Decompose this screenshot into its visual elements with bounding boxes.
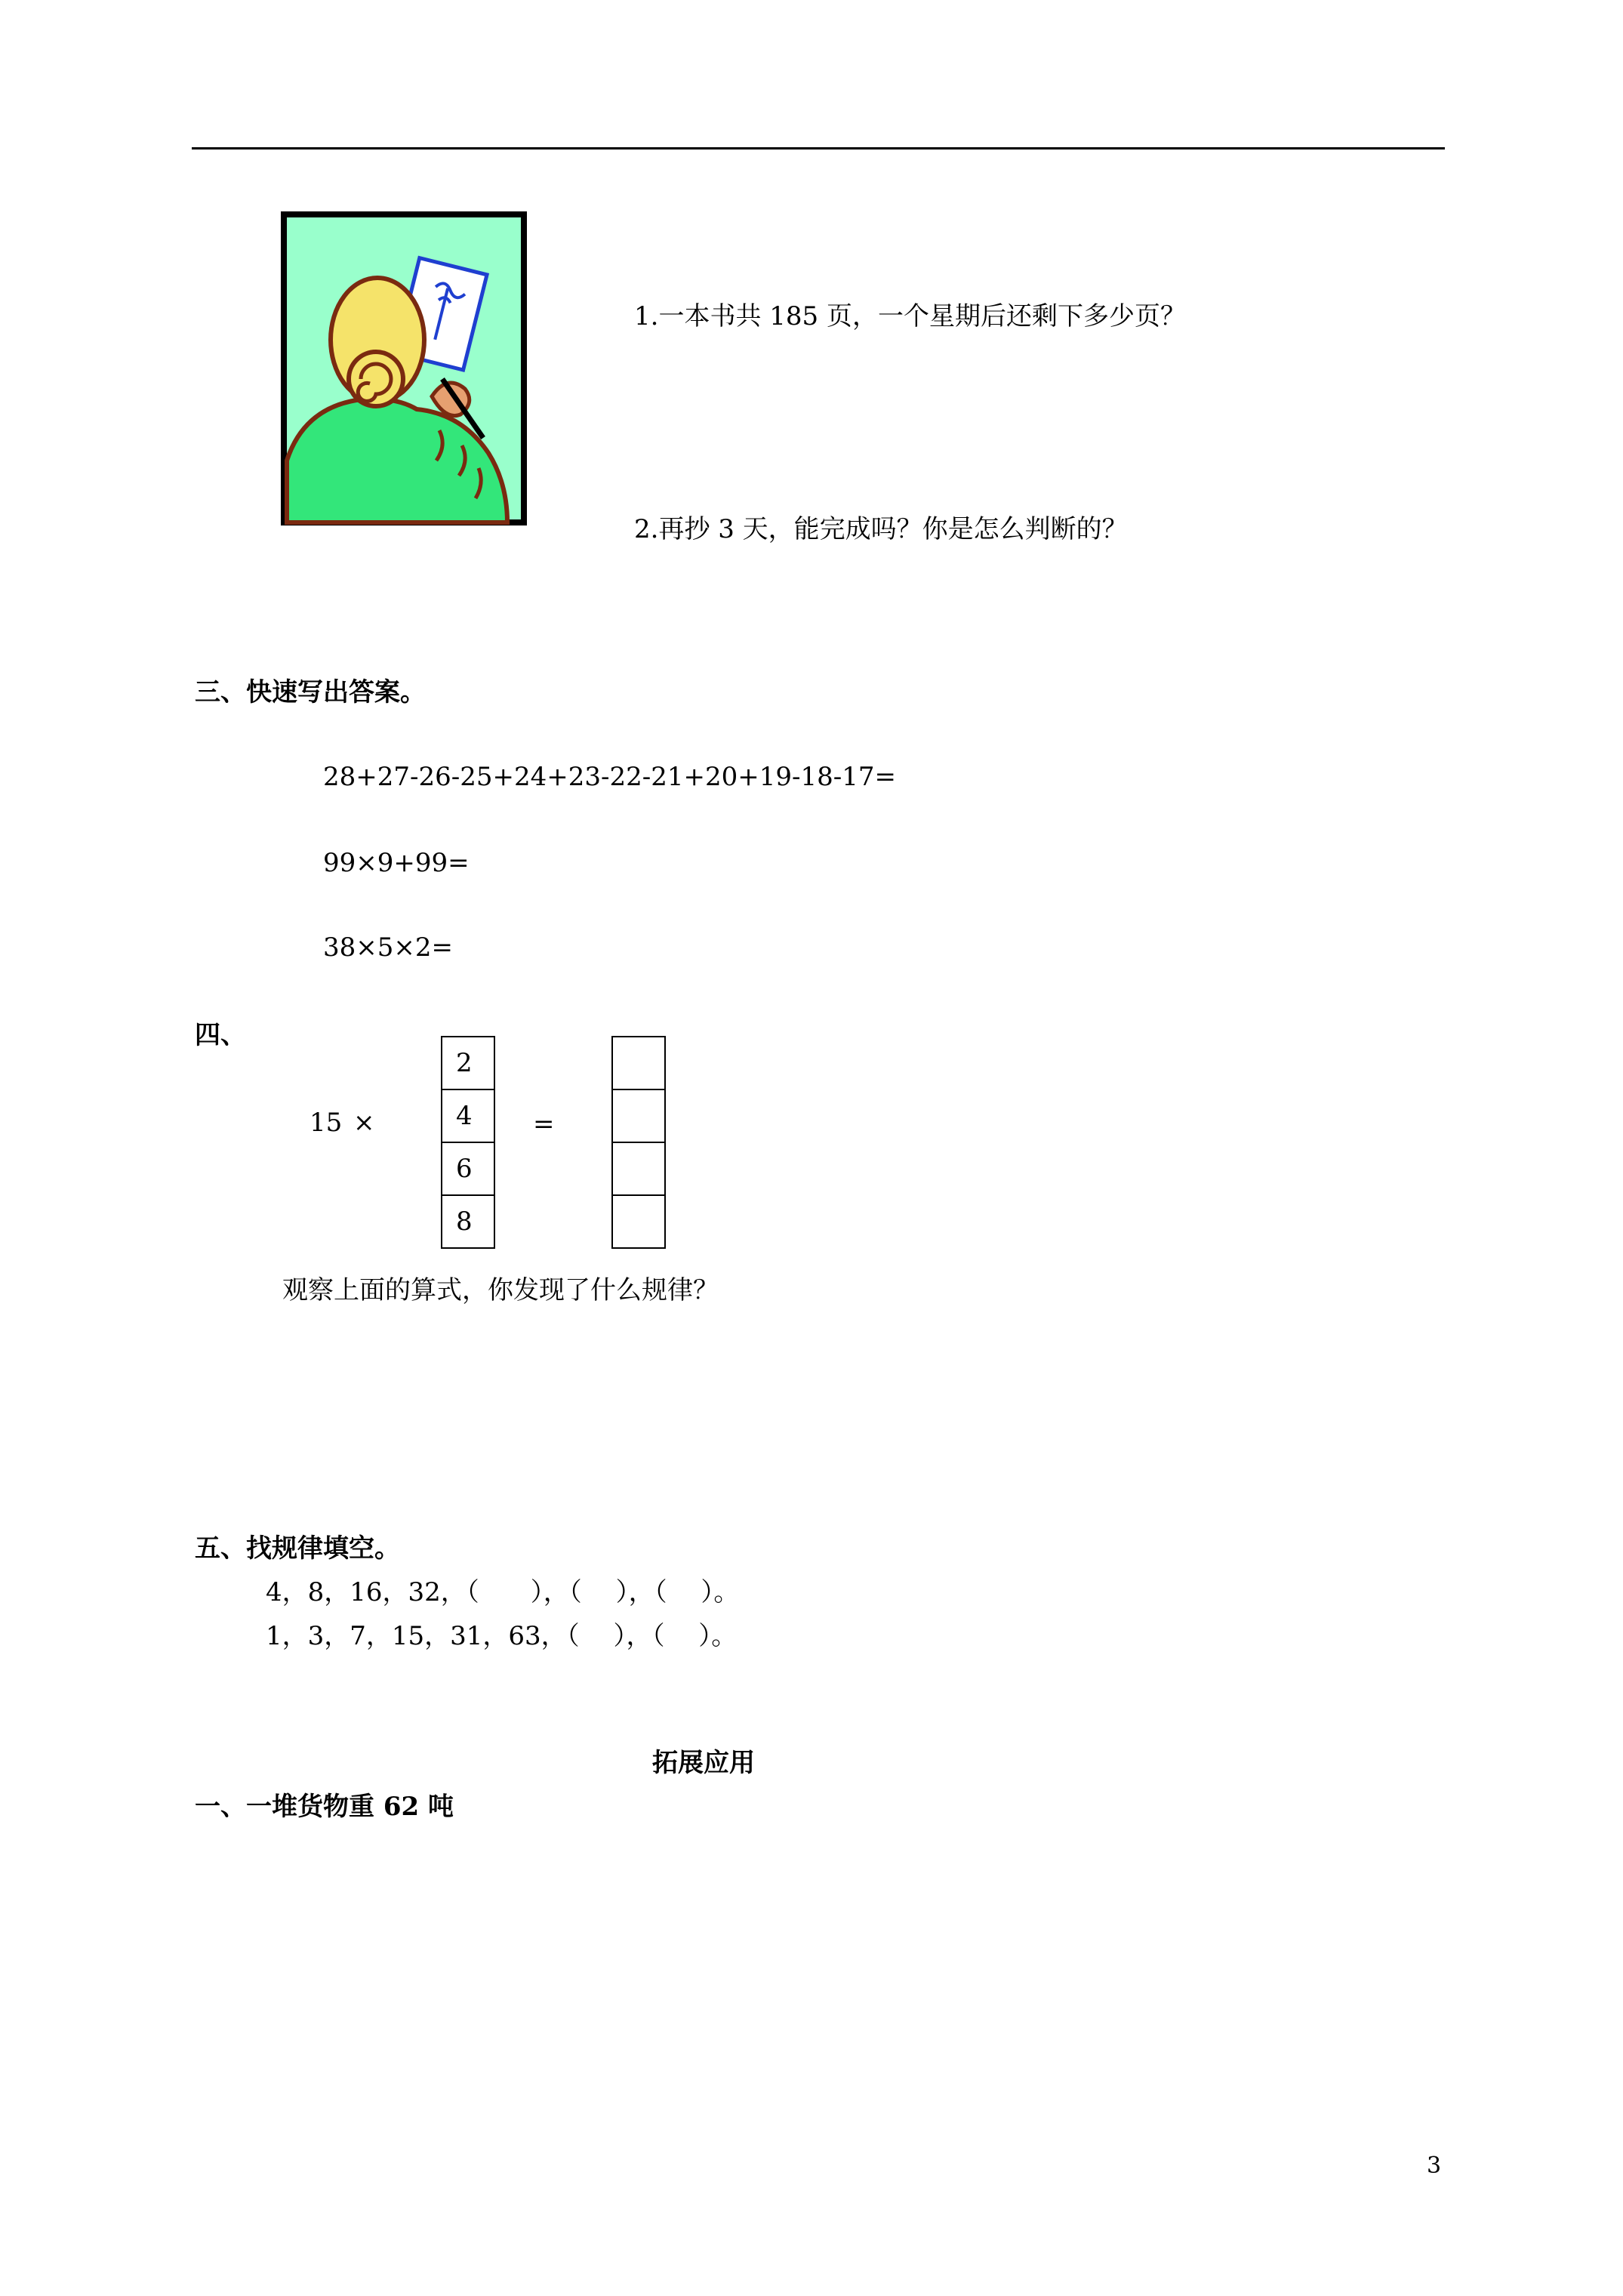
section-5-title: 五、找规律填空。	[195, 1533, 400, 1564]
equals-sign: =	[533, 1109, 555, 1139]
times-sign: ×	[353, 1108, 375, 1138]
sequence-1: 4，8，16，32，（ ），（ ），（ ）。	[266, 1577, 740, 1607]
page-number: 3	[1427, 2153, 1442, 2179]
extension-item-1: 一、一堆货物重 62 吨	[195, 1792, 454, 1822]
answer-box-2[interactable]	[611, 1089, 666, 1143]
expression-2: 99×9+99=	[323, 848, 470, 878]
header-rule	[192, 147, 1445, 149]
section-4-title: 四、	[195, 1020, 246, 1050]
multiplicand: 15	[310, 1108, 343, 1138]
expression-3: 38×5×2=	[323, 932, 453, 963]
sequence-2: 1，3，7，15，31，63，（ ），（ ）。	[266, 1621, 738, 1651]
story-question-2: 2.再抄 3 天，能完成吗？你是怎么判断的？	[634, 514, 1128, 544]
multiplier-cell-1	[441, 1036, 495, 1090]
multiplier-2: 4	[456, 1101, 473, 1131]
multiplier-cell-2	[441, 1089, 495, 1143]
multiplier-1: 2	[456, 1048, 473, 1078]
section-4-question: 观察上面的算式，你发现了什么规律？	[282, 1275, 719, 1305]
expression-1: 28+27-26-25+24+23-22-21+20+19-18-17=	[323, 762, 897, 792]
multiplier-3: 6	[456, 1154, 473, 1184]
multiplier-cell-4	[441, 1194, 495, 1249]
answer-box-3[interactable]	[611, 1142, 666, 1196]
multiplier-4: 8	[456, 1207, 473, 1237]
answer-box-1[interactable]	[611, 1036, 666, 1090]
section-3-title: 三、快速写出答案。	[195, 677, 426, 707]
multiplier-cell-3	[441, 1142, 495, 1196]
extension-heading: 拓展应用	[652, 1748, 755, 1778]
story-question-1: 1.一本书共 185 页，一个星期后还剩下多少页？	[634, 301, 1186, 331]
illustration-person-copying	[281, 211, 527, 525]
answer-box-4[interactable]	[611, 1194, 666, 1249]
